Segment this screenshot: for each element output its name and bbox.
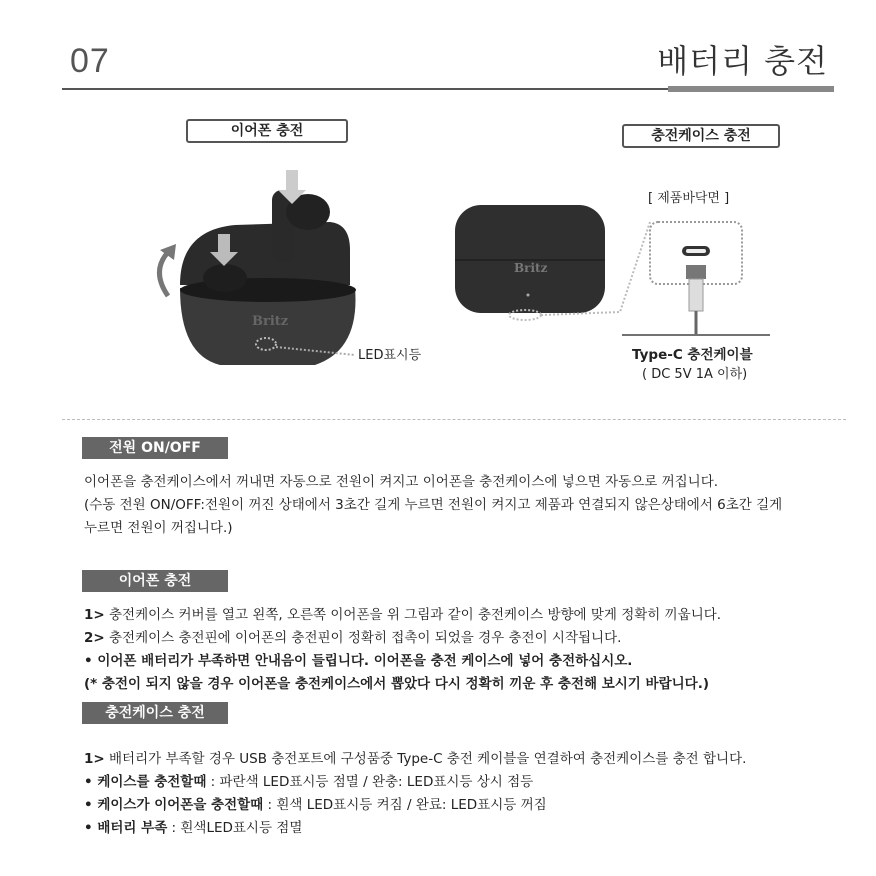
power-line1: 이어폰을 충전케이스에서 꺼내면 자동으로 전원이 켜지고 이어폰을 충전케이스에 넣으면 자동으로 꺼집니다. <box>84 474 719 490</box>
closed-case-illustration <box>455 205 770 335</box>
case-step1: 1> 배터리가 부족할 경우 USB 충전포트에 구성품중 Type-C 충전 케이블을 연결하여 충전케이스를 충전 합니다. <box>84 751 747 767</box>
brand-left: Britz <box>252 314 289 329</box>
page-title: 배터리 충전 <box>657 42 828 80</box>
earphone-note2: (* 충전이 되지 않을 경우 이어폰을 충전케이스에서 뽑았다 다시 정확히 끼운 후 충전해 보시기 바랍니다.) <box>84 676 710 692</box>
case-charge-heading: 충전케이스 충전 <box>82 702 228 724</box>
open-case-illustration <box>159 170 356 365</box>
led-label: LED표시등 <box>358 348 422 363</box>
header-rule-accent <box>668 86 834 92</box>
case-charge-label: 충전케이스 충전 <box>622 124 780 148</box>
earphone-step1: 1> 충전케이스 커버를 열고 왼쪽, 오른쪽 이어폰을 위 그림과 같이 충전케이스 방향에 맞게 정확히 끼웁니다. <box>84 607 722 623</box>
power-heading: 전원 ON/OFF <box>82 437 228 459</box>
case-item1: • 케이스를 충전할때 : 파란색 LED표시등 점멸 / 완충: LED표시등 상시 점등 <box>84 774 534 790</box>
section-divider <box>62 419 846 420</box>
cable-spec: ( DC 5V 1A 이하) <box>642 367 748 382</box>
brand-right: Britz <box>514 261 548 275</box>
power-line2: (수동 전원 ON/OFF:전원이 꺼진 상태에서 3초간 길게 누르면 전원이 켜지고 제품과 연결되지 않은상태에서 6초간 길게 <box>84 497 783 513</box>
power-line3: 누르면 전원이 꺼집니다.) <box>84 520 233 536</box>
earphone-charge-label: 이어폰 충전 <box>186 119 348 143</box>
earphone-charge-heading: 이어폰 충전 <box>82 570 228 592</box>
bottom-view-label: [ 제품바닥면 ] <box>648 191 730 206</box>
earphone-step2: 2> 충전케이스 충전핀에 이어폰의 충전핀이 정확히 접촉이 되었을 경우 충전이 시작됩니다. <box>84 630 622 646</box>
case-item2: • 케이스가 이어폰을 충전할때 : 흰색 LED표시등 켜짐 / 완료: LED표시등 꺼짐 <box>84 797 547 813</box>
case-item3: • 배터리 부족 : 흰색LED표시등 점멸 <box>84 820 303 836</box>
cable-label: Type-C 충전케이블 <box>632 347 753 363</box>
earphone-note1: • 이어폰 배터리가 부족하면 안내음이 들립니다. 이어폰을 충전 케이스에 넣어 충전하십시오. <box>84 653 633 669</box>
page-number: 07 <box>70 42 110 80</box>
